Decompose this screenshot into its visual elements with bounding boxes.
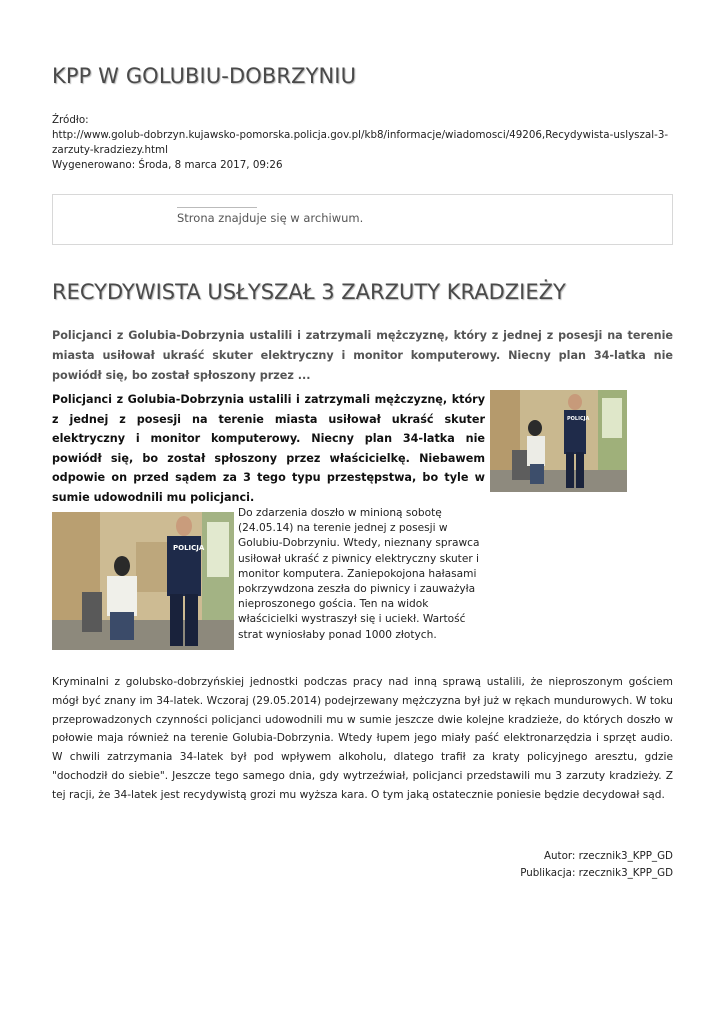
site-title: KPP W GOLUBIU-DOBRZYNIU: [52, 64, 357, 88]
police-photo-2-image: [52, 512, 234, 650]
article-title: RECYDYWISTA USŁYSZAŁ 3 ZARZUTY KRADZIEŻY: [52, 280, 566, 304]
source-label: Źródło:: [52, 114, 89, 126]
vest-label-1: POLICJA: [567, 416, 590, 422]
archive-divider: [177, 207, 257, 208]
article-body: Kryminalni z golubsko-dobrzyńskiej jednostki podczas pracy nad inną sprawą ustalili, że nieproszonym gościem mógł być znany im 34-latek. Wczoraj (29.05.2014) podejrzewany mężczyzna był już w rękach mundurowych. W toku przeprowadzonych czynności policjanci udowodnili mu w sumie jeszcze dwie kolejne kradzieże, do których doszło w połowie maja również na terenie Golubia-Dobrzynia. Wtedy łupem jego miały paść elektronarzędzia i sprzęt audio. W chwili zatrzymania 34-latek był pod wpływem alkoholu, dlatego trafił za kraty policyjnego aresztu, gdzie "dochodził do siebie". Jeszcze tego samego dnia, gdy wytrzeźwiał, policjanci przedstawili mu 3 zarzuty kradzieży. Z tej racji, że 34-latek jest recydywistą grozi mu wyższa kara. O tym jaką ostatecznie poniesie będzie decydował sąd.: [52, 676, 673, 801]
article-lead: Policjanci z Golubia-Dobrzynia ustalili i zatrzymali mężczyznę, który z jednej z posesji na terenie miasta usiłował ukraść skuter elektryczny i monitor komputerowy. Niecny plan 34-latka nie powiódł się, bo został spłoszony przez ...: [52, 329, 673, 382]
article-publication: Publikacja: rzecznik3_KPP_GD: [520, 867, 673, 879]
article-intro: Policjanci z Golubia-Dobrzynia ustalili i zatrzymali mężczyznę, który z jednej z posesji na terenie miasta usiłował ukraść skuter elektryczny i monitor komputerowy. Niecny plan 34-latka nie powiódł się, bo został spłoszony przez właścicielkę. Niebawem odpowie on przed sądem za 3 tego typu przestępstwa, bo tyle w sumie udowodnili mu policjanci.: [52, 393, 485, 504]
source-info: [52, 113, 673, 173]
source-url[interactable]: http://www.golub-dobrzyn.kujawsko-pomorska.policja.gov.pl/kb8/informacje/wiadomosci/49206,Recydywista-uslyszal-3-zarzuty-kradziezy.html: [52, 129, 669, 156]
archive-notice-box: [52, 194, 673, 245]
police-photo-1-image: [490, 390, 627, 492]
police-photo-2: [52, 512, 234, 650]
generated-date: Wygenerowano: Środa, 8 marca 2017, 09:26: [52, 159, 283, 171]
vest-label-2: POLICJA: [173, 544, 205, 552]
article-author: Autor: rzecznik3_KPP_GD: [543, 850, 673, 862]
archive-notice: Strona znajduje się w archiwum.: [177, 211, 364, 225]
article-story: Do zdarzenia doszło w minioną sobotę (24.05.14) na terenie jednej z posesji w Golubiu-Dobrzyniu. Wtedy, nieznany sprawca usiłował ukraść z piwnicy elektryczny skuter i monitor komputera. Zaniepokojona hałasami pokrzywdzona zeszła do piwnicy i zauważyła nieproszonego gościa. Ten na widok właścicielki wystraszył się i uciekł. Wartość strat wyniosłaby ponad 1000 złotych.: [238, 507, 480, 641]
police-photo-1: [490, 390, 627, 492]
